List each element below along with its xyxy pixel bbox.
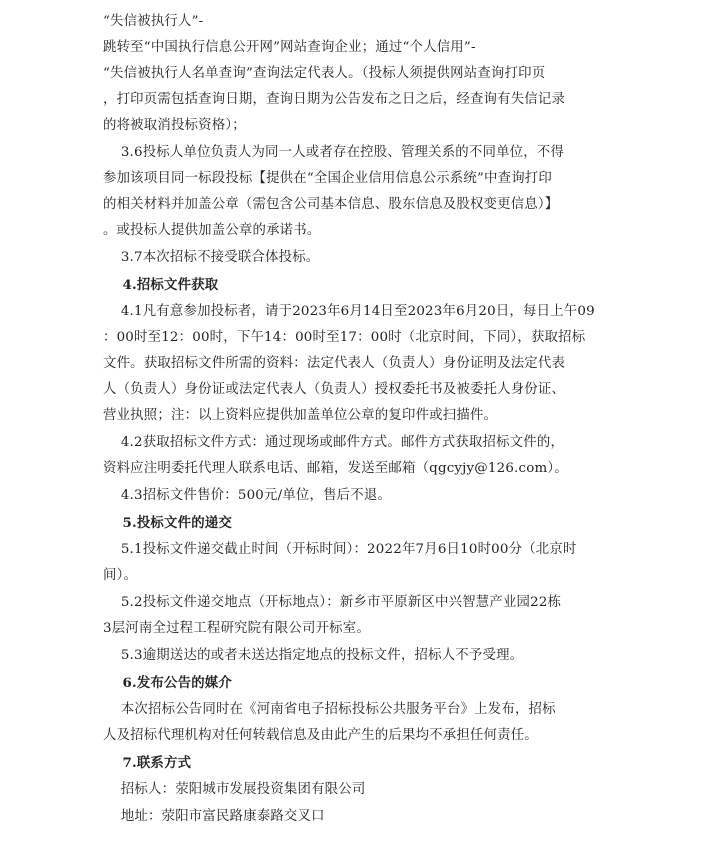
address-line: 地址：荥阳市富民路康泰路交叉口 bbox=[103, 809, 325, 824]
body-line: ，打印页需包括查询日期，查询日期为公告发布之日之后，经查询有失信记录 bbox=[103, 92, 566, 107]
body-line: 跳转至“中国执行信息公开网”网站查询企业；通过“个人信用”- bbox=[103, 40, 476, 55]
body-line: 。或投标人提供加盖公章的承诺书。 bbox=[103, 223, 321, 238]
body-line: 营业执照；注：以上资料应提供加盖单位公章的复印件或扫描件。 bbox=[103, 408, 498, 423]
paragraph-3-6: 3.6投标人单位负责人为同一人或者存在控股、管理关系的不同单位，不得 bbox=[103, 145, 565, 160]
paragraph-5-3: 5.3逾期送达的或者未送达指定地点的投标文件，招标人不予受理。 bbox=[103, 648, 524, 663]
paragraph-4-3: 4.3招标文件售价：500元/单位，售后不退。 bbox=[103, 488, 392, 503]
body-line: 人（负责人）身份证或法定代表人（负责人）授权委托书及被委托人身份证、 bbox=[103, 382, 566, 397]
body-line: 的将被取消投标资格）； bbox=[103, 118, 246, 133]
paragraph-5-1: 5.1投标文件递交截止时间（开标时间）：2022年7月6日10时00分（北京时 bbox=[103, 542, 577, 557]
paragraph-4-1: 4.1凡有意参加投标者，请于2023年6月14日至2023年6月20日，每日上午09 bbox=[103, 304, 595, 319]
paragraph-6: 本次招标公告同时在《河南省电子招标投标公共服务平台》上发布，招标 bbox=[103, 702, 556, 717]
tenderer-line: 招标人：荥阳城市发展投资集团有限公司 bbox=[103, 782, 366, 797]
body-line: “失信被执行人”- bbox=[103, 14, 204, 29]
section-heading-6: 6.发布公告的媒介 bbox=[103, 675, 232, 691]
body-line: ：00时至12：00时，下午14：00时至17：00时（北京时间，下同），获取招标 bbox=[103, 330, 586, 345]
body-line: 的相关材料并加盖公章（需包含公司基本信息、股东信息及股权变更信息）】 bbox=[103, 197, 559, 212]
body-line: 人及招标代理机构对任何转载信息及由此产生的后果均不承担任何责任。 bbox=[103, 728, 538, 743]
section-heading-7: 7.联系方式 bbox=[103, 755, 192, 771]
body-line: 间）。 bbox=[103, 568, 138, 583]
paragraph-3-7: 3.7本次招标不接受联合体投标。 bbox=[103, 250, 320, 265]
paragraph-5-2: 5.2投标文件递交地点（开标地点）：新乡市平原新区中兴智慧产业园22栋 bbox=[103, 595, 562, 610]
section-heading-5: 5.投标文件的递交 bbox=[103, 515, 232, 531]
body-line: 参加该项目同一标段投标【提供在“全国企业信用信息公示系统”中查询打印 bbox=[103, 171, 552, 186]
paragraph-4-2: 4.2获取招标文件方式：通过现场或邮件方式。邮件方式获取招标文件的， bbox=[103, 435, 565, 450]
body-line: 3层河南全过程工程研究院有限公司开标室。 bbox=[103, 621, 370, 636]
body-line: 资料应注明委托代理人联系电话、邮箱，发送至邮箱（qgcyjy@126.com）。 bbox=[103, 461, 568, 476]
body-line: 文件。获取招标文件所需的资料：法定代表人（负责人）身份证明及法定代表 bbox=[103, 356, 566, 371]
section-heading-4: 4.招标文件获取 bbox=[103, 277, 219, 293]
body-line: “失信被执行人名单查询”查询法定代表人。（投标人须提供网站查询打印页 bbox=[103, 66, 546, 81]
